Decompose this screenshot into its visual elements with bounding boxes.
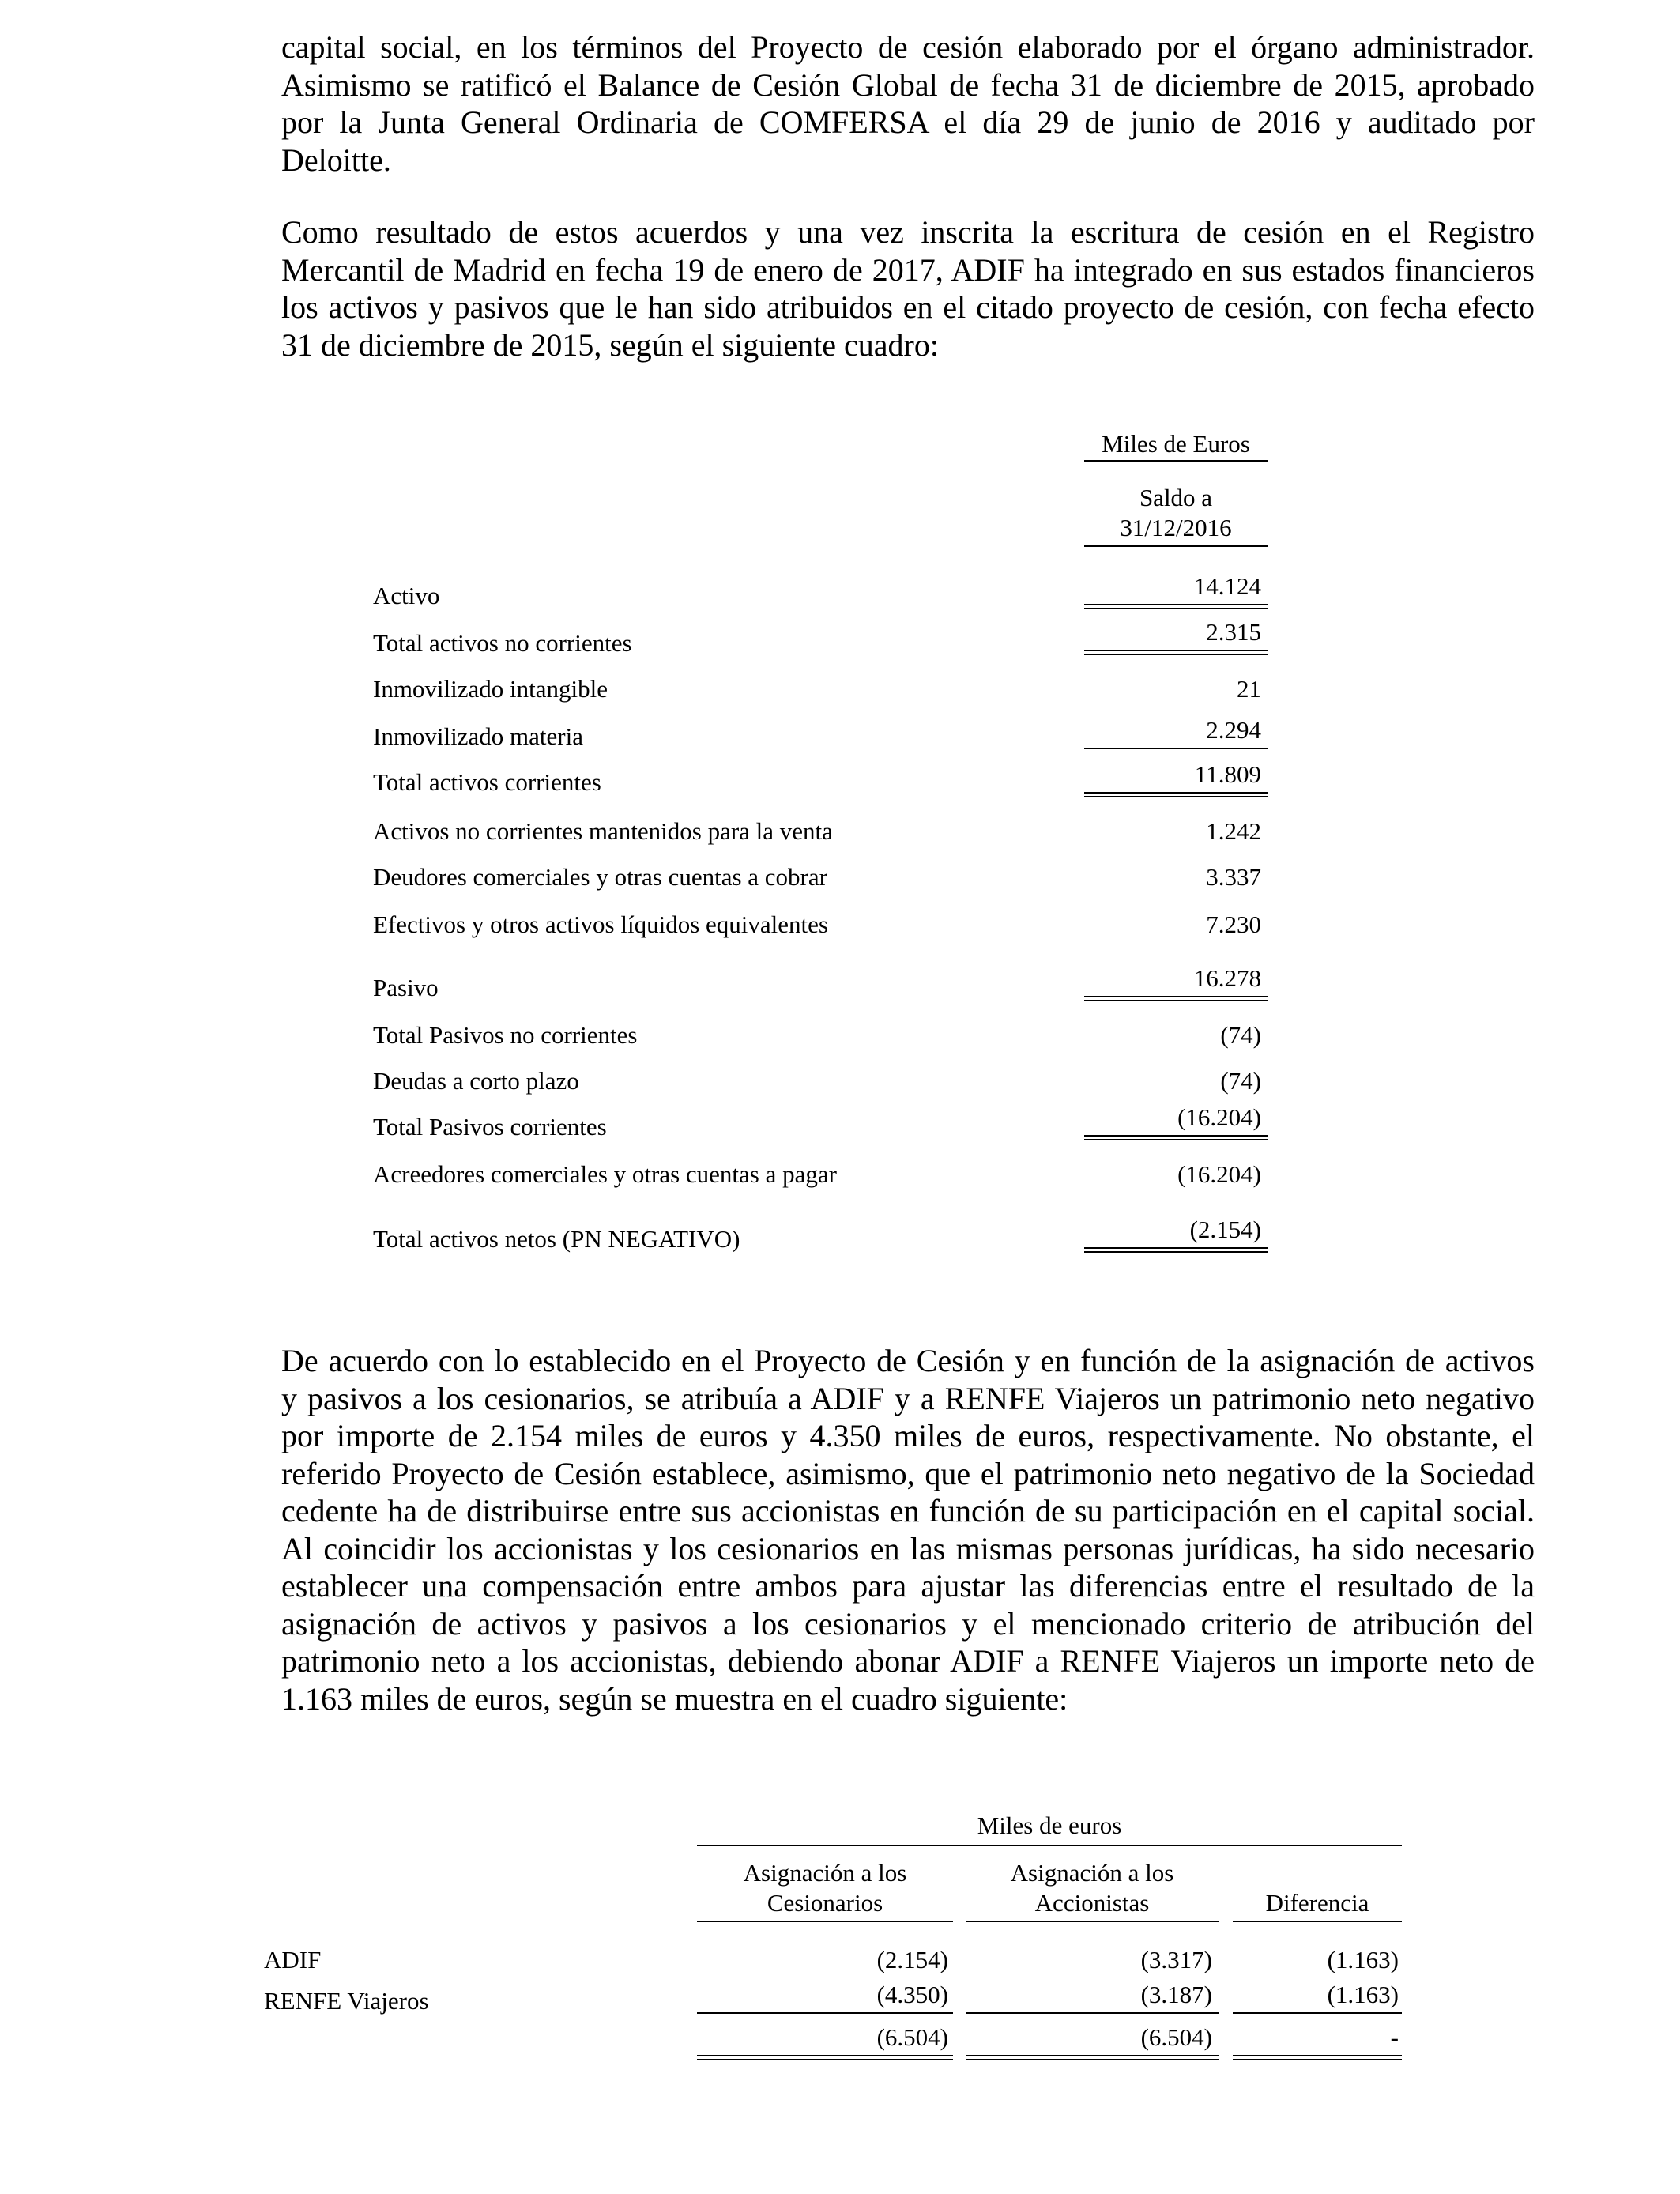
- paragraph-line: Al coincidir los accionistas y los cesionarios en las mismas personas jurídicas, ha sido necesario: [281, 1530, 1535, 1566]
- balance-row-label: Total Pasivos corrientes: [373, 1113, 607, 1140]
- header-rule: [966, 1921, 1219, 1922]
- double-rule: [1084, 1135, 1268, 1140]
- total-rule: [697, 2012, 953, 2014]
- double-rule: [697, 2055, 953, 2060]
- balance-col-header-line2: 31/12/2016: [1120, 514, 1232, 541]
- balance-row-value: 1.242: [1206, 817, 1261, 845]
- balance-row-label: Acreedores comerciales y otras cuentas a pagar: [373, 1160, 837, 1188]
- comp-cell: (2.154): [876, 1946, 948, 1973]
- comp-cell: (3.317): [1140, 1946, 1212, 1973]
- comp-unit-header: Miles de euros: [977, 1811, 1122, 1839]
- paragraph-line: asignación de activos y pasivos a los cesionarios y el mencionado criterio de atribución del: [281, 1605, 1535, 1642]
- balance-row-label: Activo: [373, 582, 440, 609]
- header-rule: [1084, 545, 1268, 547]
- paragraph-result: [281, 213, 1535, 364]
- balance-row-value: (16.204): [1177, 1103, 1261, 1131]
- paragraph-line: 1.163 miles de euros, según se muestra en el cuadro siguiente:: [281, 1680, 1068, 1717]
- header-rule: [697, 1921, 953, 1922]
- comp-col-header-line1: Asignación a los: [1010, 1859, 1174, 1887]
- balance-row-value: 3.337: [1206, 863, 1261, 891]
- paragraph-line: Como resultado de estos acuerdos y una vez inscrita la escritura de cesión en el Registro: [281, 214, 1535, 250]
- balance-row-value: 21: [1237, 675, 1261, 703]
- double-rule: [1084, 650, 1268, 655]
- header-rule: [1233, 1921, 1402, 1922]
- balance-row-value: 7.230: [1206, 910, 1261, 938]
- balance-row-label: Efectivos y otros activos líquidos equivalentes: [373, 910, 828, 938]
- header-rule: [697, 1845, 1402, 1846]
- comp-cell: (3.187): [1140, 1981, 1212, 2008]
- comp-total: (6.504): [1140, 2023, 1212, 2051]
- double-rule: [1233, 2055, 1402, 2060]
- paragraph-line: Asimismo se ratificó el Balance de Cesión Global de fecha 31 de diciembre de 2015, aprobado: [281, 66, 1535, 103]
- comp-row-label: ADIF: [264, 1946, 322, 1973]
- paragraph-line: los activos y pasivos que le han sido atribuidos en el citado proyecto de cesión, con fecha efecto: [281, 289, 1535, 325]
- balance-row-value: 11.809: [1194, 760, 1261, 788]
- balance-col-header-line1: Saldo a: [1139, 484, 1213, 511]
- balance-row-label: Total Pasivos no corrientes: [373, 1021, 638, 1049]
- comp-col-header-line2: Diferencia: [1265, 1889, 1369, 1917]
- comp-cell: (1.163): [1327, 1981, 1399, 2008]
- balance-row-label: Total activos netos (PN NEGATIVO): [373, 1225, 740, 1253]
- balance-row-label: Total activos corrientes: [373, 768, 601, 796]
- balance-row-label: Activos no corrientes mantenidos para la venta: [373, 817, 833, 845]
- comp-total: (6.504): [876, 2023, 948, 2051]
- double-rule: [1084, 1247, 1268, 1253]
- balance-row-label: Inmovilizado intangible: [373, 675, 608, 703]
- paragraph-line: establecer una compensación entre ambos para ajustar las diferencias entre el resultado de la: [281, 1568, 1535, 1604]
- double-rule: [1084, 604, 1268, 609]
- comp-cell: (1.163): [1327, 1946, 1399, 1973]
- balance-row-value: (74): [1220, 1067, 1261, 1095]
- comp-col-header-line2: Cesionarios: [767, 1889, 883, 1917]
- balance-unit-header: Miles de Euros: [1102, 430, 1250, 458]
- comp-total: -: [1390, 2023, 1399, 2051]
- paragraph-line: De acuerdo con lo establecido en el Proyecto de Cesión y en función de la asignación de activos: [281, 1343, 1535, 1378]
- paragraph-line: capital social, en los términos del Proyecto de cesión elaborado por el órgano administrador.: [281, 29, 1535, 65]
- header-rule: [1084, 460, 1268, 462]
- single-rule: [1084, 748, 1268, 749]
- balance-row-label: Deudas a corto plazo: [373, 1067, 579, 1095]
- total-rule: [1233, 2012, 1402, 2014]
- balance-row-label: Inmovilizado materia: [373, 722, 583, 750]
- paragraph-line: cedente ha de distribuirse entre sus accionistas en función de su participación en el capital social.: [281, 1493, 1535, 1529]
- paragraph-line: referido Proyecto de Cesión establece, asimismo, que el patrimonio neto negativo de la Sociedad: [281, 1455, 1535, 1491]
- paragraph-line: por importe de 2.154 miles de euros y 4.350 miles de euros, respectivamente. No obstante, el: [281, 1418, 1535, 1453]
- comp-col-header-line1: Asignación a los: [743, 1859, 907, 1887]
- double-rule: [966, 2055, 1219, 2060]
- balance-row-value: 14.124: [1193, 572, 1261, 600]
- balance-row-label: Total activos no corrientes: [373, 629, 632, 657]
- comp-row-label: RENFE Viajeros: [264, 1987, 429, 2015]
- balance-row-value: (2.154): [1189, 1216, 1261, 1243]
- paragraph-line: Deloitte.: [281, 141, 391, 178]
- paragraph-line: y pasivos a los cesionarios, se atribuía a ADIF y a RENFE Viajeros un patrimonio neto negativo: [281, 1380, 1535, 1416]
- total-rule: [966, 2012, 1219, 2014]
- balance-row-label: Pasivo: [373, 974, 439, 1001]
- paragraph-line: 31 de diciembre de 2015, según el siguiente cuadro:: [281, 326, 939, 363]
- comp-cell: (4.350): [876, 1981, 948, 2008]
- comp-col-header-line2: Accionistas: [1034, 1889, 1150, 1917]
- balance-row-value: 2.294: [1206, 716, 1261, 744]
- paragraph-line: por la Junta General Ordinaria de COMFERSA el día 29 de junio de 2016 y auditado por: [281, 104, 1535, 140]
- double-rule: [1084, 996, 1268, 1001]
- balance-row-value: 16.278: [1193, 964, 1261, 992]
- paragraph-line: patrimonio neto a los accionistas, debiendo abonar ADIF a RENFE Viajeros un importe neto de: [281, 1643, 1535, 1679]
- balance-row-label: Deudores comerciales y otras cuentas a cobrar: [373, 863, 827, 891]
- paragraph-compensation: [281, 1342, 1535, 1717]
- double-rule: [1084, 792, 1268, 797]
- balance-row-value: (16.204): [1177, 1160, 1261, 1188]
- paragraph-intro: [281, 28, 1535, 179]
- balance-row-value: 2.315: [1206, 618, 1261, 646]
- paragraph-line: Mercantil de Madrid en fecha 19 de enero de 2017, ADIF ha integrado en sus estados financieros: [281, 251, 1535, 288]
- balance-row-value: (74): [1220, 1021, 1261, 1049]
